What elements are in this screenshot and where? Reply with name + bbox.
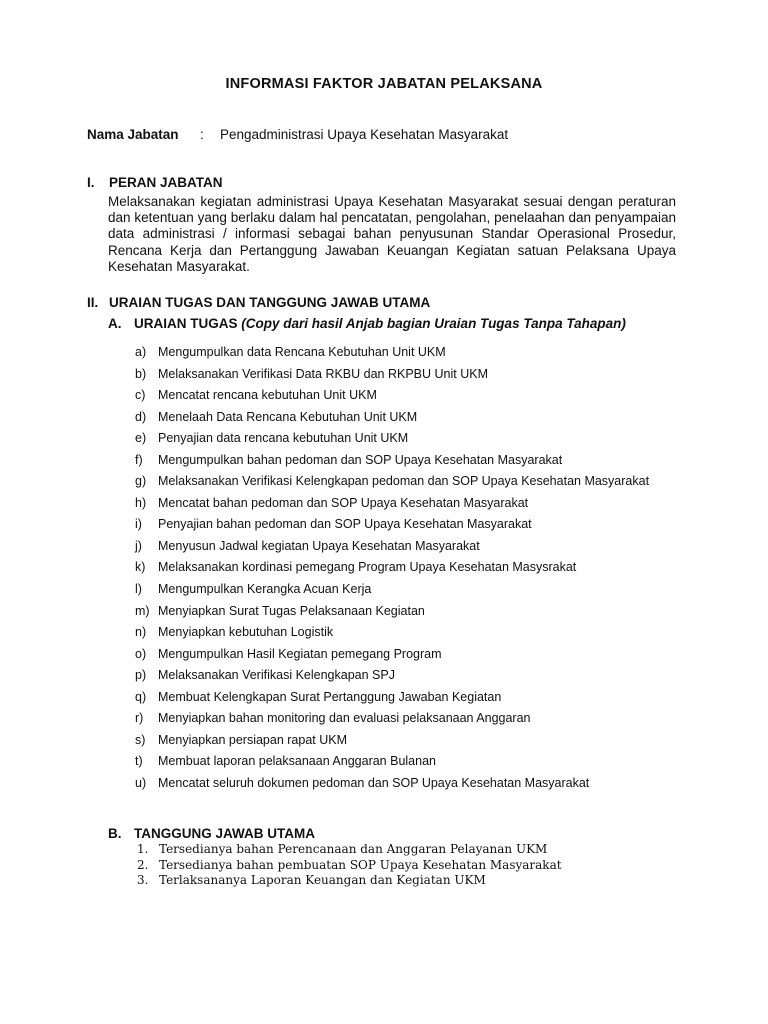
uraian-tugas-item <box>135 712 680 734</box>
uraian-tugas-item-text: Menyiapkan persiapan rapat UKM <box>158 732 347 747</box>
uraian-tugas-item-marker: h) <box>135 495 147 510</box>
uraian-tugas-item <box>135 691 680 713</box>
uraian-tugas-item-text: Menyusun Jadwal kegiatan Upaya Kesehatan Masyarakat <box>158 538 480 553</box>
uraian-tugas-item <box>135 368 680 390</box>
uraian-tugas-item <box>135 346 680 368</box>
uraian-tugas-item-marker: f) <box>135 452 143 467</box>
uraian-tugas-item-marker: g) <box>135 474 147 489</box>
uraian-tugas-item-marker: b) <box>135 366 147 381</box>
uraian-tugas-item-text: Penyajian data rencana kebutuhan Unit UKM <box>158 431 409 446</box>
uraian-tugas-item-marker: a) <box>135 345 147 359</box>
uraian-tugas-item-marker: m) <box>135 603 150 618</box>
uraian-tugas-item-text: Mengumpulkan bahan pedoman dan SOP Upaya Kesehatan Masyarakat <box>158 452 563 467</box>
uraian-tugas-item-text: Menyiapkan bahan monitoring dan evaluasi pelaksanaan Anggaran <box>158 711 531 726</box>
uraian-tugas-item-marker: r) <box>135 711 144 726</box>
uraian-tugas-item-text: Penyajian bahan pedoman dan SOP Upaya Kesehatan Masyarakat <box>158 517 532 532</box>
nama-jabatan-label: Nama Jabatan <box>87 127 179 142</box>
tanggung-jawab-item-text: Tersedianya bahan pembuatan SOP Upaya Kesehatan Masyarakat <box>159 857 562 872</box>
uraian-tugas-item <box>135 626 680 648</box>
uraian-tugas-item-marker: n) <box>135 625 147 640</box>
uraian-tugas-item <box>135 605 680 627</box>
uraian-tugas-item <box>135 583 680 605</box>
section-2-heading <box>87 295 430 310</box>
uraian-tugas-item <box>135 734 680 756</box>
uraian-tugas-note: (Copy dari hasil Anjab bagian Uraian Tugas Tanpa Tahapan) <box>241 316 626 331</box>
uraian-tugas-item-text: Mencatat seluruh dokumen pedoman dan SOP Upaya Kesehatan Masyarakat <box>158 775 590 790</box>
uraian-tugas-item-text: Melaksanakan kordinasi pemegang Program Upaya Kesehatan Masysrakat <box>158 560 577 575</box>
tanggung-jawab-list <box>137 842 562 889</box>
uraian-tugas-item-text: Mengumpulkan data Rencana Kebutuhan Unit UKM <box>158 345 446 359</box>
uraian-tugas-item-marker: o) <box>135 646 147 661</box>
uraian-tugas-item <box>135 497 680 519</box>
section-1-heading <box>87 175 223 190</box>
nama-jabatan-value: Pengadministrasi Upaya Kesehatan Masyarakat <box>220 127 509 142</box>
uraian-tugas-item-text: Melaksanakan Verifikasi Data RKBU dan RKPBU Unit UKM <box>158 366 488 381</box>
uraian-tugas-item-marker: l) <box>135 582 142 597</box>
uraian-tugas-item-text: Mencatat bahan pedoman dan SOP Upaya Kesehatan Masyarakat <box>158 495 529 510</box>
uraian-tugas-item-marker: p) <box>135 668 147 683</box>
uraian-tugas-item-text: Mengumpulkan Kerangka Acuan Kerja <box>158 582 372 597</box>
tanggung-jawab-item-marker: 1. <box>137 842 149 856</box>
uraian-tugas-item-marker: i) <box>135 517 142 532</box>
uraian-tugas-item-marker: u) <box>135 775 147 790</box>
uraian-tugas-item-text: Mengumpulkan Hasil Kegiatan pemegang Program <box>158 646 442 661</box>
uraian-tugas-item <box>135 518 680 540</box>
uraian-tugas-item-text: Menelaah Data Rencana Kebutuhan Unit UKM <box>158 409 418 424</box>
peran-jabatan-paragraph: Melaksanakan kegiatan administrasi Upaya Kesehatan Masyarakat sesuai dengan peraturan dan ketentuan yang berlaku dalam hal pencatatan, pengolahan, penelaahan dan penyampaian data administrasi / informasi sebagai bahan penyusunan Standar Operasional Prosedur, Rencana Kerja dan Pertanggung Jawaban Keuangan Kegiatan satuan Pelaksana Upaya Kesehatan Masyarakat. <box>108 194 676 274</box>
section-2-number: II. <box>87 295 99 310</box>
uraian-tugas-item <box>135 475 680 497</box>
uraian-tugas-item-text: Mencatat rencana kebutuhan Unit UKM <box>158 388 377 403</box>
tanggung-jawab-letter: B. <box>108 826 122 841</box>
uraian-tugas-item-text: Menyiapkan kebutuhan Logistik <box>158 625 334 640</box>
nama-jabatan-row <box>87 127 508 142</box>
uraian-tugas-item <box>135 561 680 583</box>
uraian-tugas-item <box>135 669 680 691</box>
uraian-tugas-item-text: Menyiapkan Surat Tugas Pelaksanaan Kegiatan <box>158 603 425 618</box>
tanggung-jawab-item-marker: 3. <box>137 873 149 887</box>
uraian-tugas-item-marker: d) <box>135 409 147 424</box>
uraian-tugas-item-text: Melaksanakan Verifikasi Kelengkapan SPJ <box>158 668 395 683</box>
uraian-tugas-item-marker: s) <box>135 732 146 747</box>
nama-jabatan-separator: : <box>200 127 204 142</box>
tanggung-jawab-heading <box>108 826 676 841</box>
uraian-tugas-item <box>135 432 680 454</box>
document-title: INFORMASI FAKTOR JABATAN PELAKSANA <box>225 76 543 92</box>
uraian-tugas-title: URAIAN TUGAS <box>134 316 238 331</box>
uraian-tugas-item <box>135 755 680 777</box>
uraian-tugas-item <box>135 540 680 562</box>
uraian-tugas-item-text: Melaksanakan Verifikasi Kelengkapan pedoman dan SOP Upaya Kesehatan Masyarakat <box>158 474 650 489</box>
tanggung-jawab-item <box>137 858 562 874</box>
uraian-tugas-heading <box>108 316 676 333</box>
uraian-tugas-item-marker: e) <box>135 431 147 446</box>
section-1-number: I. <box>87 175 95 190</box>
uraian-tugas-item-text: Membuat Kelengkapan Surat Pertanggung Jawaban Kegiatan <box>158 689 502 704</box>
uraian-tugas-letter: A. <box>108 316 122 331</box>
uraian-tugas-item <box>135 411 680 433</box>
uraian-tugas-item <box>135 648 680 670</box>
section-2-title: URAIAN TUGAS DAN TANGGUNG JAWAB UTAMA <box>109 295 431 310</box>
uraian-tugas-item-marker: q) <box>135 689 147 704</box>
uraian-tugas-item <box>135 389 680 411</box>
tanggung-jawab-item-marker: 2. <box>137 857 149 872</box>
uraian-tugas-item-marker: t) <box>135 754 143 769</box>
uraian-tugas-list <box>135 346 680 798</box>
uraian-tugas-item <box>135 777 680 799</box>
section-1-title: PERAN JABATAN <box>109 175 223 190</box>
uraian-tugas-item <box>135 454 680 476</box>
tanggung-jawab-item-text: Tersedianya bahan Perencanaan dan Anggaran Pelayanan UKM <box>159 842 548 856</box>
uraian-tugas-item-marker: c) <box>135 388 146 403</box>
uraian-tugas-item-text: Membuat laporan pelaksanaan Anggaran Bulanan <box>158 754 436 769</box>
tanggung-jawab-item-text: Terlaksananya Laporan Keuangan dan Kegiatan UKM <box>159 873 486 887</box>
uraian-tugas-item-marker: j) <box>135 538 142 553</box>
tanggung-jawab-item <box>137 873 562 889</box>
tanggung-jawab-item <box>137 842 562 858</box>
uraian-tugas-item-marker: k) <box>135 560 146 575</box>
tanggung-jawab-title: TANGGUNG JAWAB UTAMA <box>134 826 315 841</box>
